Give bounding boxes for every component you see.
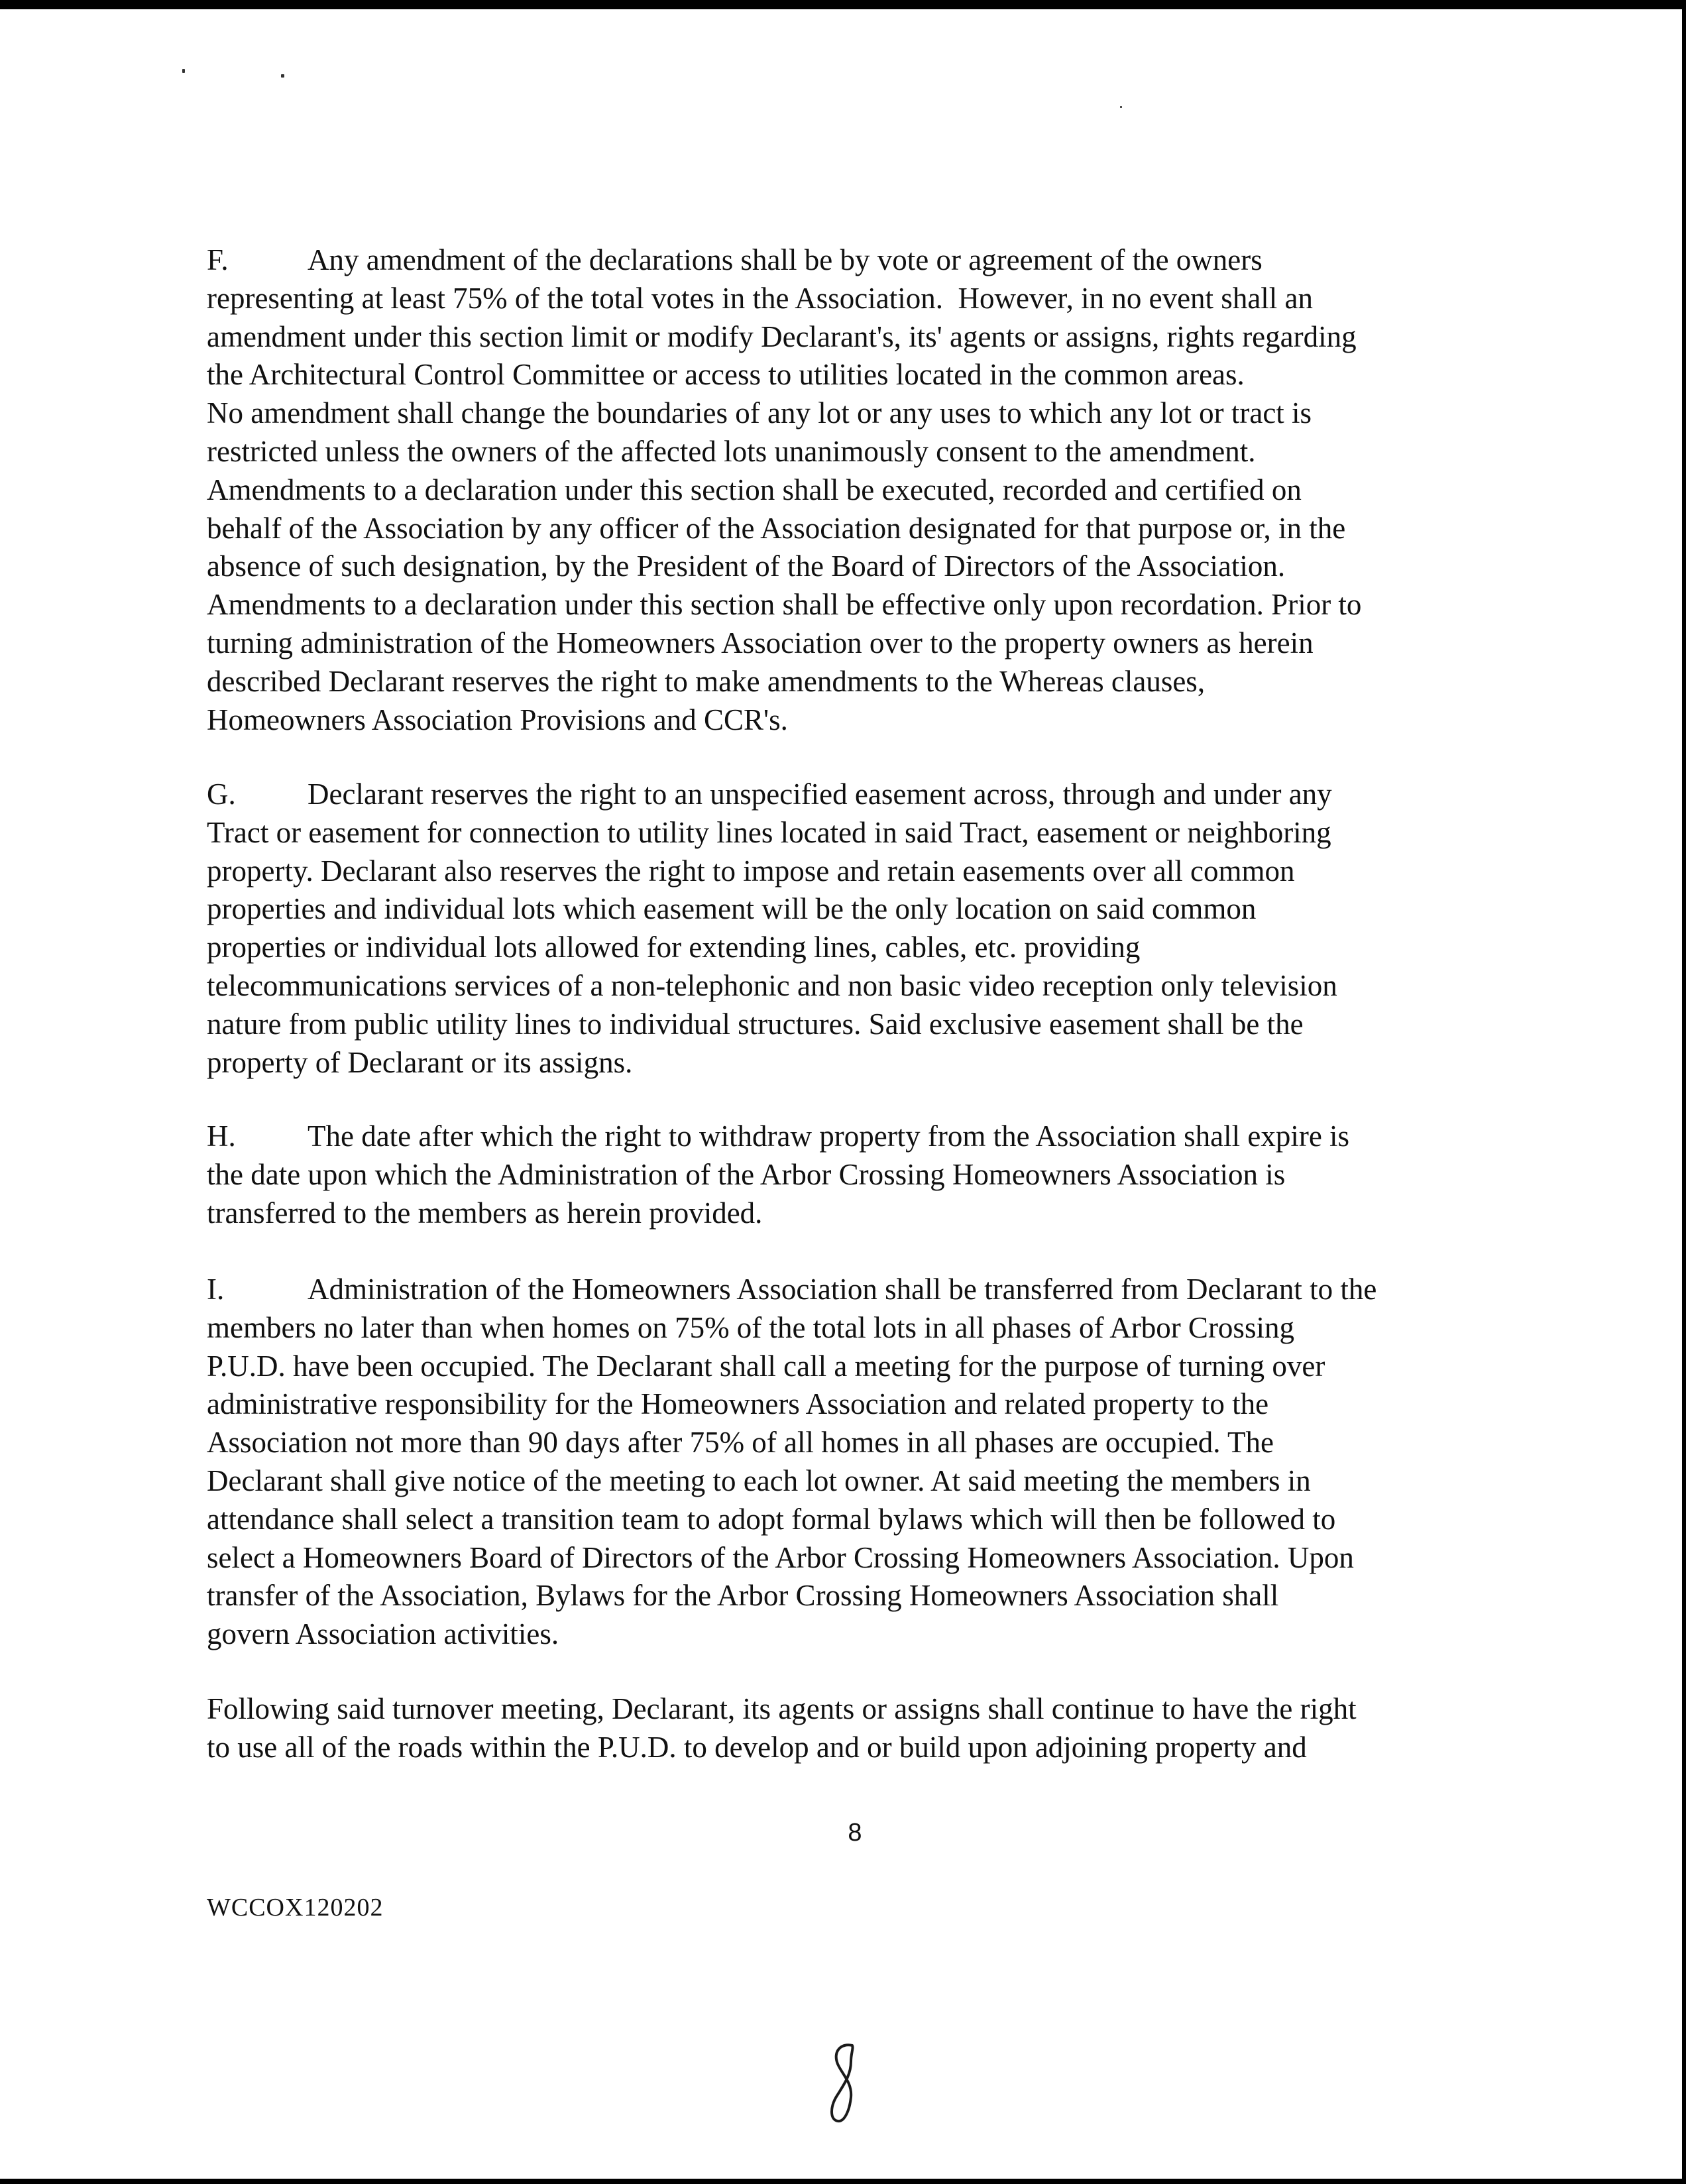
paragraph-i	[207, 1271, 1506, 1654]
paragraph-marker: G.	[207, 777, 236, 811]
paragraph-line: select a Homeowners Board of Directors of the Arbor Crossing Homeowners Association. Upon	[207, 1540, 1354, 1574]
paragraph-line: Declarant shall give notice of the meeting to each lot owner. At said meeting the members in	[207, 1464, 1311, 1497]
paragraph-line: transferred to the members as herein provided.	[207, 1196, 763, 1230]
paragraph-line: turning administration of the Homeowners Association over to the property owners as herein	[207, 626, 1314, 660]
paragraph-marker: F.	[207, 243, 229, 276]
paragraph-g	[207, 776, 1506, 1082]
scan-speck	[1120, 106, 1122, 108]
paragraph-following	[207, 1690, 1506, 1767]
paragraph-line: attendance shall select a transition team to adopt formal bylaws which will then be followed to	[207, 1502, 1336, 1536]
paragraph-line: nature from public utility lines to individual structures. Said exclusive easement shall be the	[207, 1007, 1304, 1041]
paragraph-line: restricted unless the owners of the affected lots unanimously consent to the amendment.	[207, 434, 1256, 468]
paragraph-line: to use all of the roads within the P.U.D. to develop and or build upon adjoining property and	[207, 1730, 1307, 1764]
scan-speck	[281, 74, 284, 78]
scan-border-top	[0, 0, 1686, 9]
paragraph-line: Amendments to a declaration under this section shall be executed, recorded and certified on	[207, 473, 1302, 506]
paragraph-line: representing at least 75% of the total votes in the Association. However, in no event shall an	[207, 281, 1314, 315]
paragraph-line: telecommunications services of a non-telephonic and non basic video reception only television	[207, 968, 1337, 1002]
document-code: WCCOX120202	[207, 1894, 384, 1922]
paragraph-marker: I.	[207, 1273, 225, 1306]
paragraph-line: behalf of the Association by any officer of the Association designated for that purpose or, in the	[207, 511, 1346, 545]
paragraph-line: properties or individual lots allowed for extending lines, cables, etc. providing	[207, 931, 1141, 964]
paragraph-line: members no later than when homes on 75% of the total lots in all phases of Arbor Crossing	[207, 1310, 1294, 1344]
paragraph-line: No amendment shall change the boundaries of any lot or any uses to which any lot or tract is	[207, 396, 1312, 430]
paragraph-line: properties and individual lots which easement will be the only location on said common	[207, 892, 1257, 926]
scan-border-right	[1682, 0, 1686, 2184]
paragraph-line: P.U.D. have been occupied. The Declarant shall call a meeting for the purpose of turning over	[207, 1349, 1325, 1383]
handwritten-page-number	[822, 2041, 868, 2128]
paragraph-line: F. Any amendment of the declarations shall be by vote or agreement of the owners	[207, 241, 1506, 280]
paragraph-line: administrative responsibility for the Homeowners Association and related property to the	[207, 1387, 1269, 1421]
paragraph-line: amendment under this section limit or modify Declarant's, its' agents or assigns, rights regarding	[207, 319, 1357, 353]
paragraph-marker: H.	[207, 1120, 236, 1153]
paragraph-line: Tract or easement for connection to utility lines located in said Tract, easement or neighboring	[207, 815, 1331, 849]
paragraph-line: transfer of the Association, Bylaws for the Arbor Crossing Homeowners Association shall	[207, 1579, 1279, 1613]
paragraph-line: property. Declarant also reserves the right to impose and retain easements over all common	[207, 854, 1295, 888]
paragraph-line: Following said turnover meeting, Declarant, its agents or assigns shall continue to have the right	[207, 1692, 1357, 1725]
paragraph-line: described Declarant reserves the right to make amendments to the Whereas clauses,	[207, 664, 1206, 698]
paragraph-line: Association not more than 90 days after 75% of all homes in all phases are occupied. The	[207, 1426, 1274, 1460]
paragraph-line: Homeowners Association Provisions and CCR's.	[207, 703, 788, 736]
paragraph-line: property of Declarant or its assigns.	[207, 1045, 633, 1079]
scan-speck	[182, 69, 185, 73]
paragraph-line: the date upon which the Administration of the Arbor Crossing Homeowners Association is	[207, 1157, 1286, 1191]
paragraph-line: the Architectural Control Committee or access to utilities located in the common areas.	[207, 358, 1245, 392]
page-number: 8	[848, 1819, 862, 1847]
paragraph-f	[207, 241, 1506, 739]
scan-border-bottom	[0, 2179, 1686, 2184]
paragraph-line: H. The date after which the right to withdraw property from the Association shall expire is	[207, 1118, 1506, 1156]
paragraph-line: govern Association activities.	[207, 1617, 559, 1651]
paragraph-line: absence of such designation, by the President of the Board of Directors of the Association.	[207, 549, 1286, 583]
paragraph-h	[207, 1118, 1506, 1232]
paragraph-line: I. Administration of the Homeowners Association shall be transferred from Declarant to the	[207, 1271, 1506, 1309]
paragraph-line: Amendments to a declaration under this section shall be effective only upon recordation. Prior to	[207, 588, 1362, 622]
paragraph-line: G. Declarant reserves the right to an unspecified easement across, through and under any	[207, 776, 1506, 814]
